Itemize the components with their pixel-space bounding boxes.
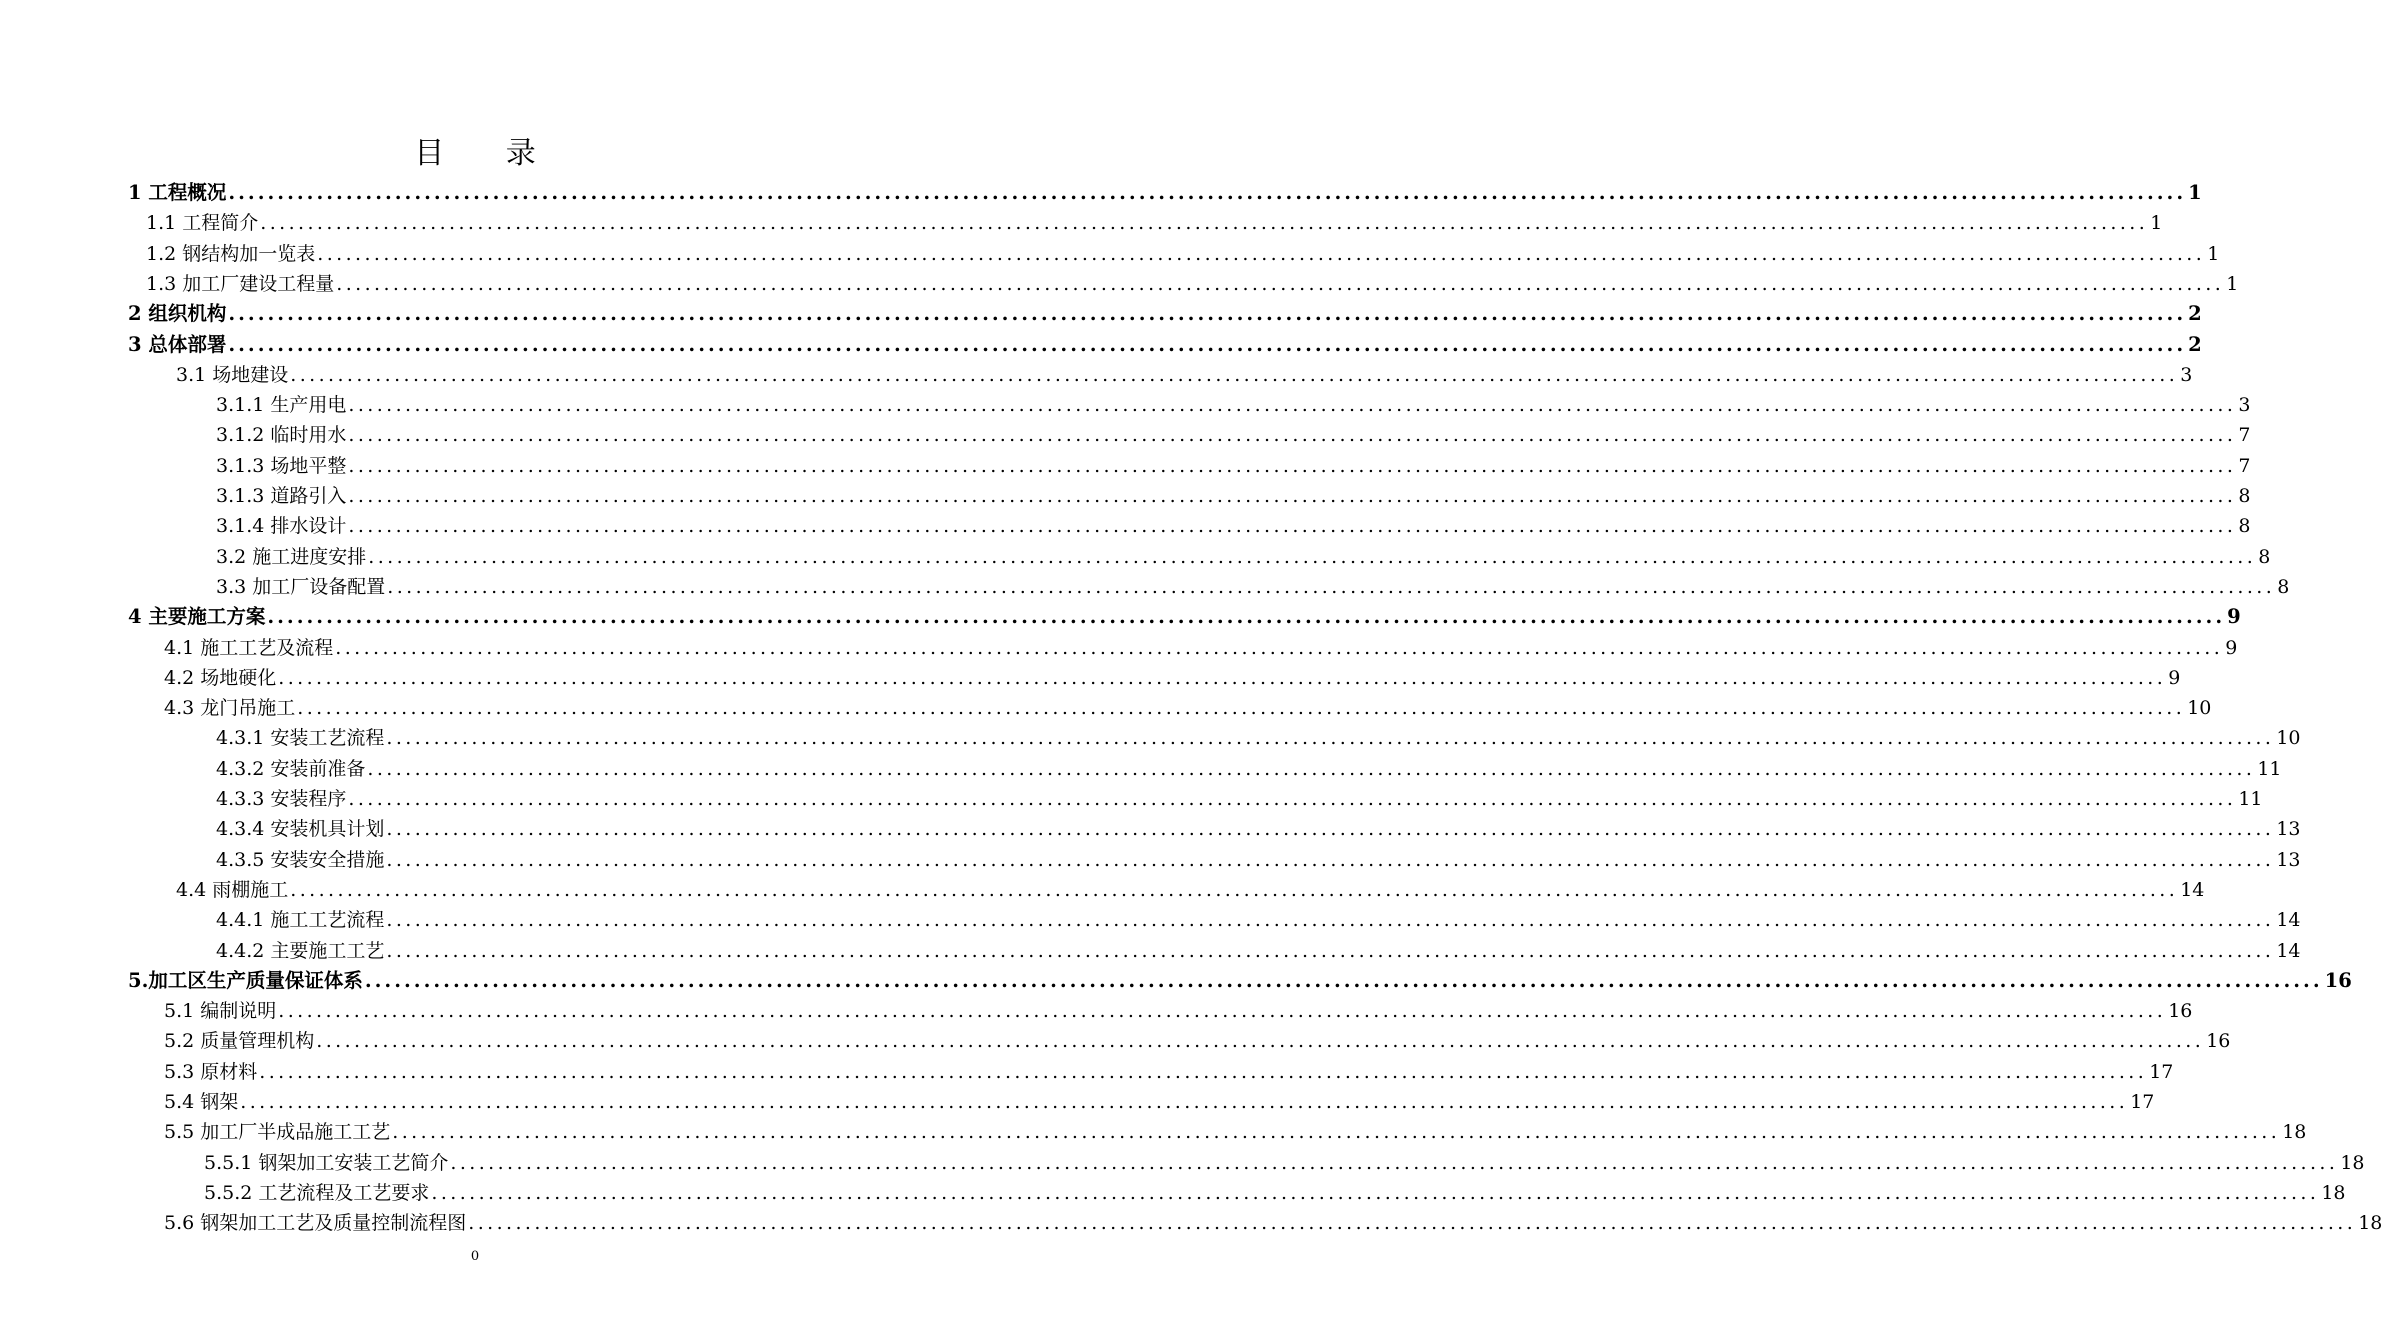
toc-entry-page-number: 2 <box>2188 302 2202 326</box>
toc-entry-label: 4 主要施工方案 <box>128 605 266 629</box>
toc-entry-label: 3.1.2 临时用水 <box>216 424 347 447</box>
toc-entry-label: 1.1 工程简介 <box>146 212 259 235</box>
toc-entry[interactable] <box>164 1208 2382 1238</box>
toc-dot-leader: ........................................................................................................................................................................................................ <box>348 394 2237 417</box>
toc-dot-leader: ........................................................................................................................................................................................................ <box>348 454 2237 477</box>
toc-entry[interactable] <box>176 875 2205 905</box>
toc-entry-label: 1.2 钢结构加一览表 <box>146 242 316 265</box>
toc-entry-label: 4.3 龙门吊施工 <box>164 697 296 720</box>
toc-entry-label: 4.3.3 安装程序 <box>216 788 347 810</box>
toc-dot-leader: ........................................................................................................................................................................................................ <box>348 788 2237 810</box>
toc-dot-leader: ........................................................................................................................................................................................................ <box>386 818 2275 841</box>
toc-entry-label: 5.3 原材料 <box>164 1060 258 1083</box>
toc-entry[interactable] <box>216 723 2301 753</box>
toc-entry[interactable] <box>216 481 2251 511</box>
toc-entry-label: 5.1 编制说明 <box>164 1000 277 1023</box>
toc-entry[interactable] <box>216 511 2251 541</box>
toc-entry-label: 4.1 施工工艺及流程 <box>164 636 334 659</box>
toc-entry-label: 5.4 钢架 <box>164 1091 239 1113</box>
toc-entry[interactable] <box>164 1117 2307 1147</box>
toc-dot-leader: ........................................................................................................................................................................................................ <box>259 1060 2148 1083</box>
toc-entry-label: 3.1.3 道路引入 <box>216 485 347 507</box>
toc-dot-leader: ........................................................................................................................................................................................................ <box>317 242 2206 265</box>
toc-dot-leader: ........................................................................................................................................................................................................ <box>348 424 2237 447</box>
page-number: 0 <box>470 1249 480 1264</box>
toc-entry-label: 3.3 加工厂设备配置 <box>216 575 386 598</box>
toc-entry-page-number: 8 <box>2238 515 2251 538</box>
toc-entry[interactable] <box>128 966 2352 996</box>
toc-entry[interactable] <box>146 239 2220 269</box>
toc-dot-leader: ........................................................................................................................................................................................................ <box>290 878 2179 901</box>
toc-entry-page-number: 18 <box>2321 1181 2346 1204</box>
toc-entry-label: 5.2 质量管理机构 <box>164 1030 315 1053</box>
toc-dot-leader: ........................................................................................................................................................................................................ <box>336 272 2225 295</box>
toc-dot-leader: ........................................................................................................................................................................................................ <box>386 727 2275 750</box>
toc-entry-label: 3.1 场地建设 <box>176 363 289 386</box>
toc-entry[interactable] <box>176 360 2193 390</box>
toc-entry-label: 5.5 加工厂半成品施工工艺 <box>164 1121 391 1144</box>
toc-entry[interactable] <box>146 269 2239 299</box>
toc-entry[interactable] <box>164 1057 2174 1087</box>
toc-entry-page-number: 17 <box>2130 1091 2155 1113</box>
toc-entry-page-number: 18 <box>2358 1212 2382 1235</box>
toc-entry-page-number: 14 <box>2276 909 2301 932</box>
toc-entry-page-number: 1 <box>2150 212 2163 235</box>
toc-entry-page-number: 14 <box>2276 939 2301 962</box>
toc-entry-label: 4.4.2 主要施工工艺 <box>216 939 385 962</box>
toc-dot-leader: ........................................................................................................................................................................................................ <box>367 757 2256 780</box>
toc-entry-label: 4.3.5 安装安全措施 <box>216 848 385 871</box>
toc-dot-leader: ........................................................................................................................................................................................................ <box>386 939 2275 962</box>
toc-entry-label: 2 组织机构 <box>128 302 227 326</box>
toc-dot-leader: ........................................................................................................................................................................................................ <box>386 848 2275 871</box>
toc-entry-page-number: 11 <box>2238 788 2263 810</box>
toc-entry-label: 4.3.2 安装前准备 <box>216 757 366 780</box>
toc-entry-label: 3 总体部署 <box>128 332 227 356</box>
toc-entry-page-number: 1 <box>2226 272 2239 295</box>
toc-dot-leader: ........................................................................................................................................................................................................ <box>368 545 2257 568</box>
toc-entry-label: 1 工程概况 <box>128 181 227 204</box>
toc-dot-leader: ........................................................................................................................................................................................................ <box>386 909 2275 932</box>
toc-entry-page-number: 7 <box>2238 454 2251 477</box>
toc-dot-leader: ........................................................................................................................................................................................................ <box>348 515 2237 538</box>
toc-entry-label: 4.4.1 施工工艺流程 <box>216 909 385 932</box>
toc-entry-page-number: 11 <box>2257 757 2282 780</box>
toc-entry[interactable] <box>216 451 2251 481</box>
toc-entry[interactable] <box>204 1178 2346 1208</box>
toc-dot-leader: ........................................................................................................................................................................................................ <box>240 1091 2129 1113</box>
toc-entry[interactable] <box>216 542 2271 572</box>
toc-entry[interactable] <box>216 936 2301 966</box>
toc-entry[interactable] <box>128 299 2202 329</box>
toc-entry[interactable] <box>204 1148 2365 1178</box>
toc-dot-leader: ........................................................................................................................................................................................................ <box>297 697 2186 720</box>
toc-dot-leader: ........................................................................................................................................................................................................ <box>392 1121 2281 1144</box>
toc-entry-page-number: 1 <box>2188 181 2202 204</box>
toc-entry-label: 5.5.2 工艺流程及工艺要求 <box>204 1181 430 1204</box>
toc-entry-page-number: 18 <box>2340 1151 2365 1174</box>
toc-entry[interactable] <box>164 1087 2155 1117</box>
toc-entry[interactable] <box>128 178 2202 208</box>
toc-dot-leader: ........................................................................................................................................................................................................ <box>267 605 2226 629</box>
toc-dot-leader: ........................................................................................................................................................................................................ <box>316 1030 2205 1053</box>
toc-entry-label: 4.4 雨棚施工 <box>176 878 289 901</box>
toc-entry-label: 5.6 钢架加工工艺及质量控制流程图 <box>164 1212 467 1235</box>
toc-entry-label: 4.3.1 安装工艺流程 <box>216 727 385 750</box>
toc-entry[interactable] <box>216 420 2251 450</box>
toc-entry-page-number: 8 <box>2258 545 2271 568</box>
toc-entry[interactable] <box>216 784 2263 814</box>
toc-entry[interactable] <box>146 208 2163 238</box>
toc-entry-page-number: 14 <box>2180 878 2205 901</box>
toc-dot-leader: ........................................................................................................................................................................................................ <box>278 666 2167 689</box>
toc-entry-page-number: 7 <box>2238 424 2251 447</box>
toc-entry[interactable] <box>164 996 2193 1026</box>
toc-dot-leader: ........................................................................................................................................................................................................ <box>468 1212 2357 1235</box>
toc-entry[interactable] <box>164 693 2212 723</box>
toc-entry-page-number: 16 <box>2168 1000 2193 1023</box>
toc-entry-label: 3.1.1 生产用电 <box>216 394 347 417</box>
toc-entry-page-number: 2 <box>2188 332 2202 356</box>
toc-entry-label: 3.2 施工进度安排 <box>216 545 367 568</box>
toc-dot-leader: ........................................................................................................................................................................................................ <box>335 636 2224 659</box>
toc-entry-label: 3.1.4 排水设计 <box>216 515 347 538</box>
toc-entry-label: 5.加工区生产质量保证体系 <box>128 968 363 992</box>
toc-dot-leader: ........................................................................................................................................................................................................ <box>228 302 2187 326</box>
toc-entry-page-number: 9 <box>2227 605 2241 629</box>
toc-entry-page-number: 18 <box>2282 1121 2307 1144</box>
toc-entry-page-number: 10 <box>2276 727 2301 750</box>
toc-entry-page-number: 8 <box>2277 575 2290 598</box>
toc-entry-page-number: 16 <box>2324 968 2352 992</box>
toc-entry-page-number: 16 <box>2206 1030 2231 1053</box>
toc-dot-leader: ........................................................................................................................................................................................................ <box>387 575 2276 598</box>
toc-entry-page-number: 1 <box>2207 242 2220 265</box>
toc-dot-leader: ........................................................................................................................................................................................................ <box>228 332 2187 356</box>
toc-entry[interactable] <box>216 754 2282 784</box>
toc-dot-leader: ........................................................................................................................................................................................................ <box>431 1181 2320 1204</box>
toc-entry-label: 4.3.4 安装机具计划 <box>216 818 385 841</box>
toc-entry[interactable] <box>216 390 2251 420</box>
toc-entry[interactable] <box>164 1026 2231 1056</box>
toc-dot-leader: ........................................................................................................................................................................................................ <box>450 1151 2339 1174</box>
toc-entry[interactable] <box>216 845 2301 875</box>
toc-entry-page-number: 8 <box>2238 485 2251 507</box>
toc-dot-leader: ........................................................................................................................................................................................................ <box>348 485 2237 507</box>
toc-entry[interactable] <box>164 633 2238 663</box>
toc-entry-page-number: 9 <box>2168 666 2181 689</box>
toc-dot-leader: ........................................................................................................................................................................................................ <box>228 181 2187 204</box>
toc-entry[interactable] <box>128 330 2202 360</box>
toc-entry[interactable] <box>164 663 2181 693</box>
toc-entry-label: 1.3 加工厂建设工程量 <box>146 272 335 295</box>
toc-entry-page-number: 10 <box>2187 697 2212 720</box>
toc-entry-page-number: 9 <box>2225 636 2238 659</box>
toc-dot-leader: ........................................................................................................................................................................................................ <box>364 968 2323 992</box>
toc-dot-leader: ........................................................................................................................................................................................................ <box>278 1000 2167 1023</box>
toc-entry-page-number: 17 <box>2149 1060 2174 1083</box>
toc-entry[interactable] <box>216 572 2290 602</box>
toc-entry-page-number: 3 <box>2238 394 2251 417</box>
toc-entry-page-number: 13 <box>2276 818 2301 841</box>
toc-entry[interactable] <box>216 905 2301 935</box>
page-title: 目 录 <box>414 136 562 171</box>
toc-entry-page-number: 13 <box>2276 848 2301 871</box>
toc-entry-page-number: 3 <box>2180 363 2193 386</box>
toc-entry[interactable] <box>128 602 2241 632</box>
toc-entry-label: 3.1.3 场地平整 <box>216 454 347 477</box>
toc-entry-label: 5.5.1 钢架加工安装工艺简介 <box>204 1151 449 1174</box>
toc-dot-leader: ........................................................................................................................................................................................................ <box>260 212 2149 235</box>
toc-entry[interactable] <box>216 814 2301 844</box>
toc-dot-leader: ........................................................................................................................................................................................................ <box>290 363 2179 386</box>
toc-entry-label: 4.2 场地硬化 <box>164 666 277 689</box>
